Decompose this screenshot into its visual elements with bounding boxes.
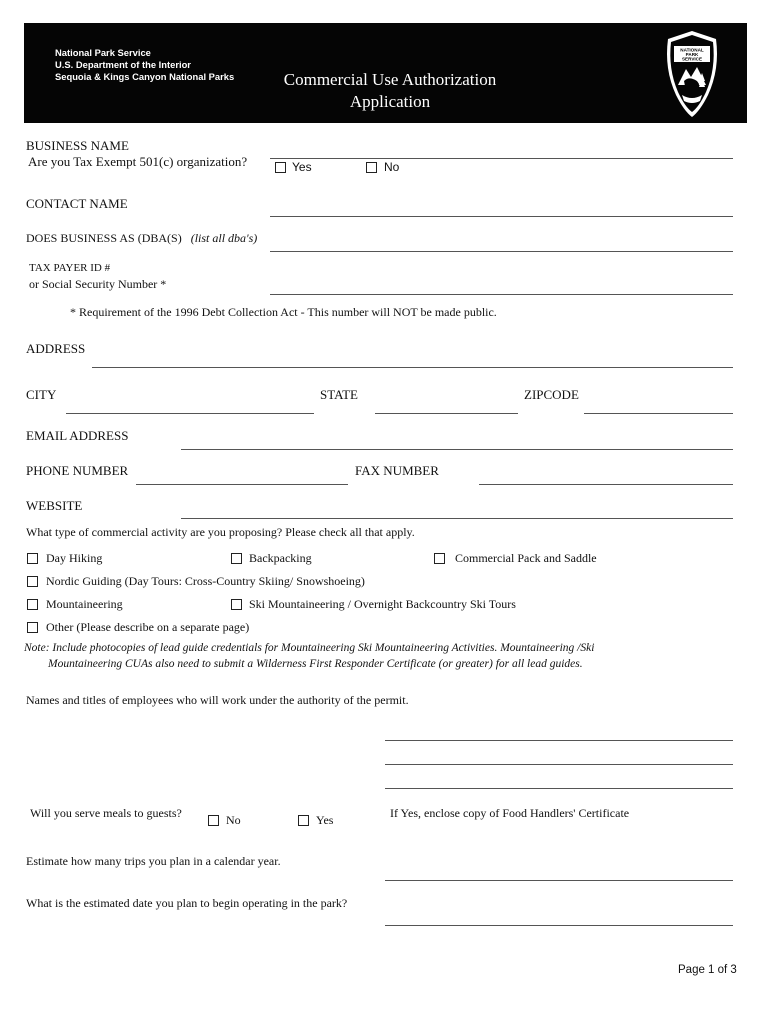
other-label: Other (Please describe on a separate page) xyxy=(46,620,250,634)
ski-mountaineering-checkbox[interactable] xyxy=(231,599,242,610)
city-field[interactable] xyxy=(66,413,314,414)
requirement-note: * Requirement of the 1996 Debt Collection Act - This number will NOT be made public. xyxy=(70,305,497,319)
tax-exempt-question: Are you Tax Exempt 501(c) organization? xyxy=(28,154,248,169)
tax-payer-id-field[interactable] xyxy=(270,294,733,295)
tax-exempt-yes-label: Yes xyxy=(292,160,312,174)
food-handlers-note: If Yes, enclose copy of Food Handlers' Certificate xyxy=(390,806,630,820)
tax-exempt-yes-checkbox[interactable] xyxy=(275,162,286,173)
backpacking-label: Backpacking xyxy=(249,551,312,565)
email-field[interactable] xyxy=(181,449,733,450)
email-label: EMAIL ADDRESS xyxy=(26,428,129,443)
business-name-field[interactable] xyxy=(270,158,733,159)
agency-block xyxy=(55,47,234,83)
backpacking-checkbox[interactable] xyxy=(231,553,242,564)
contact-name-label: CONTACT NAME xyxy=(26,196,128,211)
activity-question: What type of commercial activity are you proposing? Please check all that apply. xyxy=(26,525,415,539)
employee-line-1[interactable] xyxy=(385,740,733,741)
address-field[interactable] xyxy=(92,367,733,368)
start-date-label: What is the estimated date you plan to begin operating in the park? xyxy=(26,896,348,910)
meals-no-label: No xyxy=(226,813,241,827)
dba-label xyxy=(26,231,257,245)
agency-line-1: National Park Service xyxy=(55,47,151,58)
fax-label: FAX NUMBER xyxy=(355,463,439,478)
start-date-field[interactable] xyxy=(385,925,733,926)
nordic-label: Nordic Guiding (Day Tours: Cross-Country Skiing/ Snowshoeing) xyxy=(46,574,365,588)
zipcode-label: ZIPCODE xyxy=(524,387,579,402)
trips-field[interactable] xyxy=(385,880,733,881)
ssn-label: or Social Security Number * xyxy=(29,277,167,291)
form-title-line-2: Application xyxy=(349,92,431,111)
svg-text:NATIONAL: NATIONAL xyxy=(680,47,704,53)
phone-label: PHONE NUMBER xyxy=(26,463,129,478)
fax-field[interactable] xyxy=(479,484,733,485)
nps-arrowhead-logo-icon xyxy=(664,29,720,119)
tax-payer-id-label: TAX PAYER ID # xyxy=(29,262,111,274)
state-field[interactable] xyxy=(375,413,518,414)
page-number: Page 1 of 3 xyxy=(678,964,737,976)
pack-saddle-checkbox[interactable] xyxy=(434,553,445,564)
address-label: ADDRESS xyxy=(26,341,86,356)
agency-line-3: Sequoia & Kings Canyon National Parks xyxy=(55,71,235,82)
day-hiking-checkbox[interactable] xyxy=(27,553,38,564)
meals-question: Will you serve meals to guests? xyxy=(30,806,182,820)
credentials-note-line-1: Note: Include photocopies of lead guide credentials for Mountaineering Ski Mountaineering Activities. Mountaineering /Ski xyxy=(24,642,595,654)
state-label: STATE xyxy=(320,387,358,402)
credentials-note xyxy=(24,640,594,672)
header-banner xyxy=(24,23,747,123)
form-title xyxy=(260,69,520,113)
website-field[interactable] xyxy=(181,518,733,519)
contact-name-field[interactable] xyxy=(270,216,733,217)
other-checkbox[interactable] xyxy=(27,622,38,633)
trips-label: Estimate how many trips you plan in a calendar year. xyxy=(26,854,281,868)
city-label: CITY xyxy=(26,387,57,402)
day-hiking-label: Day Hiking xyxy=(46,551,103,565)
meals-no-checkbox[interactable] xyxy=(208,815,219,826)
nordic-checkbox[interactable] xyxy=(27,576,38,587)
dba-note: (list all dba's) xyxy=(190,231,258,245)
mountaineering-checkbox[interactable] xyxy=(27,599,38,610)
pack-saddle-label: Commercial Pack and Saddle xyxy=(455,551,597,565)
dba-field[interactable] xyxy=(270,251,733,252)
employees-label: Names and titles of employees who will work under the authority of the permit. xyxy=(26,693,409,707)
employee-line-3[interactable] xyxy=(385,788,733,789)
agency-line-2: U.S. Department of the Interior xyxy=(55,59,191,70)
credentials-note-line-2: Mountaineering CUAs also need to submit a Wilderness First Responder Certificate (or greater) for all lead guides. xyxy=(48,658,583,670)
meals-yes-label: Yes xyxy=(316,813,334,827)
form-title-line-1: Commercial Use Authorization xyxy=(283,70,497,89)
svg-text:SERVICE: SERVICE xyxy=(681,56,703,62)
mountaineering-label: Mountaineering xyxy=(46,597,123,611)
tax-exempt-no-checkbox[interactable] xyxy=(366,162,377,173)
employee-line-2[interactable] xyxy=(385,764,733,765)
website-label: WEBSITE xyxy=(26,498,83,513)
dba-label-text: DOES BUSINESS AS (DBA(S) xyxy=(26,231,182,245)
phone-field[interactable] xyxy=(136,484,348,485)
zipcode-field[interactable] xyxy=(584,413,733,414)
business-name-label: BUSINESS NAME xyxy=(26,138,129,153)
ski-mountaineering-label: Ski Mountaineering / Overnight Backcountry Ski Tours xyxy=(249,597,516,611)
tax-exempt-no-label: No xyxy=(384,160,400,174)
meals-yes-checkbox[interactable] xyxy=(298,815,309,826)
svg-text:PARK: PARK xyxy=(685,52,699,57)
